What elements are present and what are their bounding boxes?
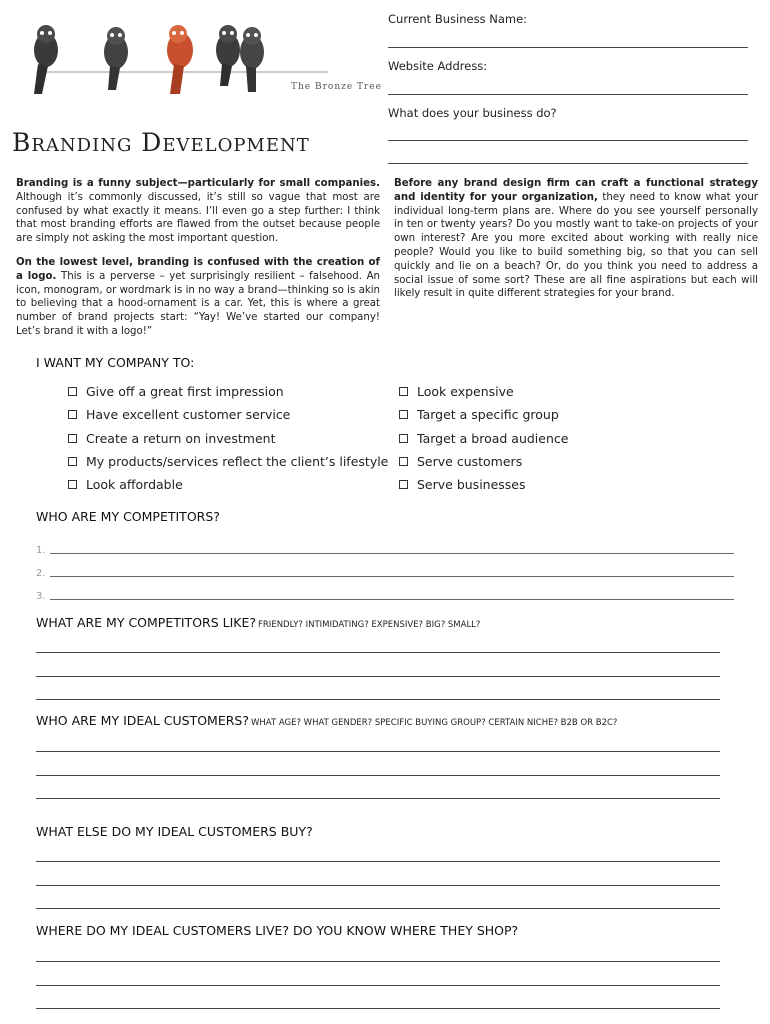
option-excellent-service[interactable] — [68, 403, 388, 426]
red-bird-icon — [167, 25, 193, 94]
ideal-customers-heading — [36, 713, 617, 728]
option-great-first-impression[interactable] — [68, 380, 388, 403]
option-target-broad-audience[interactable] — [399, 427, 568, 450]
section-hint: WHAT AGE? WHAT GENDER? SPECIFIC BUYING GROUP? CERTAIN NICHE? B2B OR B2C? — [251, 718, 618, 728]
option-label: Target a broad audience — [417, 430, 569, 446]
option-label: My products/services reflect the client’s lifestyle — [86, 454, 389, 470]
option-label: Look affordable — [86, 477, 183, 493]
line-number: 1. — [36, 545, 46, 556]
answer-line[interactable] — [36, 908, 720, 909]
answer-line[interactable] — [36, 861, 720, 862]
section-title: WHO ARE MY IDEAL CUSTOMERS? — [36, 713, 249, 728]
want-heading: I WANT MY COMPANY TO: — [36, 355, 195, 370]
logo-tagline: The Bronze Tree — [291, 82, 383, 92]
business-description-field-2[interactable] — [388, 163, 748, 164]
intro-paragraph-3 — [394, 177, 758, 301]
competitors-heading: WHO ARE MY COMPETITORS? — [36, 509, 220, 524]
answer-line[interactable] — [36, 775, 720, 776]
answer-line[interactable] — [36, 676, 720, 677]
intro-left-column — [16, 177, 380, 339]
bird-icon — [216, 25, 240, 86]
competitor-line-2[interactable] — [36, 556, 734, 579]
birds-on-wire-illustration — [28, 20, 358, 106]
line-number: 3. — [36, 591, 46, 602]
business-name-field[interactable] — [388, 47, 748, 48]
option-label: Look expensive — [417, 384, 514, 400]
business-description-field-1[interactable] — [388, 140, 748, 141]
intro-paragraph-1-lead: Branding is a funny subject—particularly for small companies. — [16, 178, 380, 189]
answer-line[interactable] — [50, 553, 734, 554]
option-look-expensive[interactable] — [399, 380, 568, 403]
competitor-line-3[interactable] — [36, 579, 734, 602]
want-right-options — [399, 380, 568, 496]
intro-paragraph-1 — [16, 177, 380, 246]
answer-line[interactable] — [36, 985, 720, 986]
option-label: Have excellent customer service — [86, 407, 291, 423]
intro-paragraph-3-lead: Before any brand design firm can craft a functional strategy and identity for your organization, — [394, 178, 758, 203]
competitors-list — [36, 533, 734, 602]
website-address-field[interactable] — [388, 94, 748, 95]
checkbox[interactable] — [68, 457, 77, 466]
checkbox[interactable] — [68, 480, 77, 489]
option-serve-businesses[interactable] — [399, 473, 568, 496]
website-address-label: Website Address: — [388, 59, 488, 73]
checkbox[interactable] — [68, 410, 77, 419]
answer-line[interactable] — [36, 652, 720, 653]
option-look-affordable[interactable] — [68, 473, 388, 496]
intro-right-column — [394, 177, 758, 301]
competitor-line-1[interactable] — [36, 533, 734, 556]
option-label: Give off a great first impression — [86, 384, 284, 400]
business-description-label: What does your business do? — [388, 106, 557, 120]
intro-paragraph-3-body: they need to know what your individual long-term plans are. Where do you see yourself personally in ten or twenty years? Do you mostly want to take-on projects of your own interest? Are you more excited about working with really nice people? Would you like to build something big, so that you can sell quickly and lie on a beach? Or, do you think you need to address a social issue of some sort? These are all fine aspirations but each will likely result in quite different strategies for your brand. — [394, 191, 758, 300]
answer-line[interactable] — [36, 961, 720, 962]
answer-line[interactable] — [36, 751, 720, 752]
intro-paragraph-1-body: Although it’s commonly discussed, it’s still so vague that most are confused by what exactly it means. I’ll even go a step further: I think that most branding efforts are flawed from the outset because people are simply not asking the most important question. — [16, 191, 380, 245]
checkbox[interactable] — [68, 434, 77, 443]
intro-paragraph-2 — [16, 256, 380, 339]
line-number: 2. — [36, 568, 46, 579]
customers-buy-heading: WHAT ELSE DO MY IDEAL CUSTOMERS BUY? — [36, 824, 313, 839]
option-label: Serve businesses — [417, 477, 526, 493]
brand-logo — [28, 20, 383, 106]
option-serve-customers[interactable] — [399, 450, 568, 473]
option-reflect-lifestyle[interactable] — [68, 450, 388, 473]
option-label: Target a specific group — [417, 407, 559, 423]
option-return-on-investment[interactable] — [68, 427, 388, 450]
checkbox[interactable] — [399, 410, 408, 419]
answer-line[interactable] — [36, 699, 720, 700]
answer-line[interactable] — [36, 885, 720, 886]
intro-paragraph-2-lead: On the lowest level, branding is confused with the creation of a logo. — [16, 256, 380, 282]
answer-line[interactable] — [50, 576, 734, 577]
section-hint: FRIENDLY? INTIMIDATING? EXPENSIVE? BIG? SMALL? — [258, 620, 481, 630]
answer-line[interactable] — [36, 798, 720, 799]
bird-icon — [240, 27, 264, 92]
option-label: Serve customers — [417, 454, 523, 470]
competitors-like-heading — [36, 615, 480, 630]
checkbox[interactable] — [399, 457, 408, 466]
bird-icon — [104, 27, 128, 90]
checkbox[interactable] — [68, 387, 77, 396]
answer-line[interactable] — [36, 1008, 720, 1009]
checkbox[interactable] — [399, 434, 408, 443]
option-target-specific-group[interactable] — [399, 403, 568, 426]
section-title: WHAT ARE MY COMPETITORS LIKE? — [36, 615, 257, 630]
intro-paragraph-2-body: This is a perverse – yet surprisingly resilient – falsehood. An icon, monogram, or wordmark is in no way a brand—thinking so is akin to believing that a hood-ornament is a car. Yet, this is where a great number of brand projects start: “Yay! We’ve started our company! Let’s brand it with a logo!” — [16, 270, 380, 337]
option-label: Create a return on investment — [86, 430, 276, 446]
bird-icon — [34, 25, 58, 94]
customers-live-heading: WHERE DO MY IDEAL CUSTOMERS LIVE? DO YOU KNOW WHERE THEY SHOP? — [36, 923, 519, 938]
answer-line[interactable] — [50, 599, 734, 600]
want-left-options — [68, 380, 388, 496]
business-name-label: Current Business Name: — [388, 12, 528, 26]
checkbox[interactable] — [399, 480, 408, 489]
checkbox[interactable] — [399, 387, 408, 396]
page-title: Branding Development — [12, 128, 310, 157]
